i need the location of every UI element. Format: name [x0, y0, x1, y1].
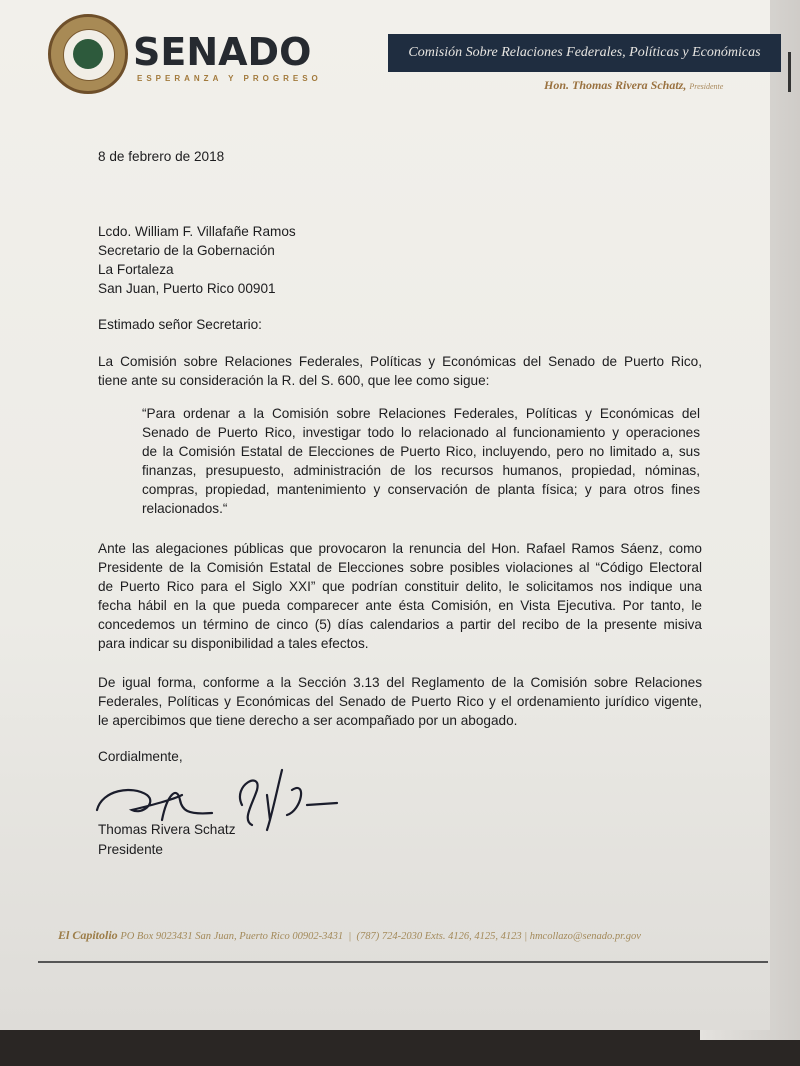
text-line: para indicar su disponibilidad a tales efectos.	[98, 636, 369, 651]
text-line: La Comisión sobre Relaciones Federales, Políticas y Económicas del Senado de Puerto Rico,	[98, 354, 702, 369]
signer-name: Thomas Rivera Schatz	[98, 822, 236, 837]
address-line: La Fortaleza	[98, 262, 174, 277]
header-divider	[788, 52, 791, 92]
commission-banner: Comisión Sobre Relaciones Federales, Políticas y Económicas	[388, 34, 781, 72]
president-title: Presidente	[689, 82, 724, 91]
text-line: relacionados.“	[142, 501, 228, 516]
text-line: le apercibimos que tiene derecho a ser acompañado por un abogado.	[98, 713, 518, 728]
address-line: Lcdo. William F. Villafañe Ramos	[98, 224, 296, 239]
text-line: de la Comisión Estatal de Elecciones de Puerto Rico, incluyendo, pero no limitado a, sus	[142, 444, 700, 459]
commission-president	[544, 78, 723, 93]
address-line: Secretario de la Gobernación	[98, 243, 275, 258]
footer-phone: (787) 724-2030 Exts. 4126, 4125, 4123	[356, 931, 522, 942]
footer-email: hmcollazo@senado.pr.gov	[529, 931, 641, 942]
brand-name: SENADO	[133, 30, 312, 74]
closing: Cordialmente,	[98, 749, 183, 764]
signer-title: Presidente	[98, 842, 163, 857]
senate-seal-logo	[48, 14, 128, 94]
text-line: compras, propiedad, mantenimiento y conservación de planta física; y para otros fines	[142, 482, 700, 497]
text-line: tiene ante su consideración la R. del S. 600, que lee como sigue:	[98, 373, 490, 388]
text-line: De igual forma, conforme a la Sección 3.13 del Reglamento de la Comisión sobre Relaciones	[98, 675, 702, 690]
paragraph-1	[98, 352, 702, 390]
text-line: Federales, Políticas y Económicas del Senado de Puerto Rico y el ordenamiento jurídico vigente,	[98, 694, 702, 709]
text-line: “Para ordenar a la Comisión sobre Relaciones Federales, Políticas y Económicas del	[142, 406, 700, 421]
recipient-address	[98, 222, 296, 298]
resolution-quote	[142, 404, 700, 518]
footer-place: El Capitolio	[58, 928, 118, 942]
text-line: de Puerto Rico para el Siglo XXI” que podrían constituir delito, le solicitamos nos indique una	[98, 579, 702, 594]
salutation: Estimado señor Secretario:	[98, 317, 262, 332]
text-line: finanzas, presupuesto, administración de los recursos humanos, propiedad, nóminas,	[142, 463, 700, 478]
address-line: San Juan, Puerto Rico 00901	[98, 281, 276, 296]
brand-tagline: ESPERANZA Y PROGRESO	[137, 74, 322, 83]
paragraph-3	[98, 673, 702, 730]
text-line: Ante las alegaciones públicas que provocaron la renuncia del Hon. Rafael Ramos Sáenz, como	[98, 541, 702, 556]
footer-divider	[38, 961, 768, 963]
text-line: Senado de Puerto Rico, investigar todo lo relacionado al funcionamiento y operaciones	[142, 425, 700, 440]
text-line: Presidente de la Comisión Estatal de Elecciones sobre posibles violaciones al “Código Electoral	[98, 560, 702, 575]
president-name: Hon. Thomas Rivera Schatz,	[544, 78, 687, 92]
letter-date: 8 de febrero de 2018	[98, 149, 225, 164]
text-line: concedemos un término de cinco (5) días calendarios a partir del recibo de la presente misiva	[98, 617, 702, 632]
paragraph-2	[98, 539, 702, 653]
letterhead-footer: El Capitolio PO Box 9023431 San Juan, Puerto Rico 00902-3431 | (787) 724-2030 Exts. 4126, 4125, 4123 | hmcollazo@senado.pr.gov	[58, 928, 641, 942]
text-line: fecha hábil en la que pueda comparecer ante ésta Comisión, en Vista Ejecutiva. Por tanto, le	[98, 598, 702, 613]
footer-address: PO Box 9023431 San Juan, Puerto Rico 00902-3431	[120, 931, 344, 942]
